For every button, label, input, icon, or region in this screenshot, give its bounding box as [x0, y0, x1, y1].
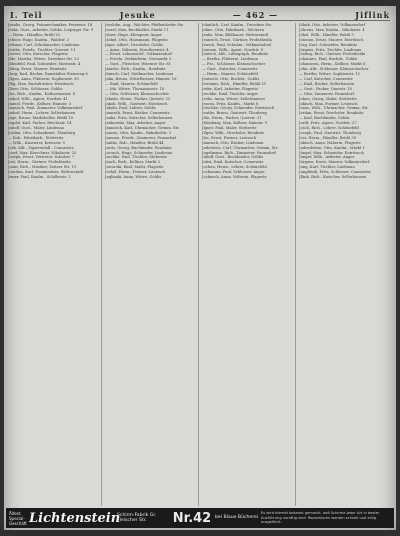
directory-entry: Jaschke, Paul, Tischler, Stötteritz [105, 155, 167, 160]
directory-entry: Janssen, Friedr., Zimmerer, Paunsdorf [105, 135, 177, 140]
directory-entry: Jünger, Wilh., Arbeiter, Anger [299, 155, 355, 160]
directory-entry: Jetschke, Georg, Schneider, Eutritzsch [202, 106, 275, 111]
directory-entry: — Bertha, Witwe, Sophienstr. 12 [299, 72, 360, 77]
directory-entry: Jttner, Hugo, Klempner, Anger [105, 32, 162, 37]
directory-entry: Jourdan, Karl, Posamentier, Südvorstadt [8, 170, 84, 175]
directory-entry: Jeglinski, Anna, Witwe, Gohlis [105, 175, 162, 180]
directory-entry: Jeschke, Emil, Tischler, Anger [202, 91, 259, 96]
directory-entry: — Gust., Fleischer, Wurzner Str. 61 [105, 62, 171, 67]
directory-entry: Jflink, Rich., Kutscher, Sellerhausen [299, 175, 367, 180]
directory-entry: Jamrath, Ernst, Bäcker, Connewitz [105, 111, 170, 116]
directory-entry: — Bertha, Plätterin, Lindenau [202, 57, 259, 62]
directory-entry: Joseph, Ernst, Vertreter, Schulstr. 7 [8, 155, 75, 160]
directory-entry: Johne, Georg, Maler, Stötteritz [299, 96, 357, 101]
directory-page [4, 6, 396, 530]
directory-entry: Johannsen, Herm., Kellner, Markt 6 [299, 62, 366, 67]
directory-entry: Jänisch, Carl, Stellmacher, Lindenau [105, 72, 174, 77]
directory-entry: Jnhoff, Gust., Maler, Lindenau [8, 126, 65, 131]
directory-entry: Jannasch, Karl, Uhrmacher, Grimm. Str. [105, 126, 180, 131]
directory-entry: Jeuthe, Friedr., Tischler, Querstr. 11 [8, 47, 76, 52]
directory-entry: Jlse, Ernst, Former, Leutzsch [202, 135, 257, 140]
directory-entry: Jörgens, Fritz, Tischler, Lindenau [299, 47, 362, 52]
directory-entry: Jmmisch, Otto, Bäcker, Lindenau [202, 140, 264, 145]
directory-entry: Jehmlich, Carl, Kaufm., Dresdner Str. [202, 23, 272, 27]
directory-entry: Jäckel, Otto, Hausmann, Plagwitz [105, 37, 168, 42]
directory-entry: Jhlenburg, Max, Kellner, Hainstr. 9 [202, 121, 268, 126]
directory-entry: Jngold, Karl, Packer, Reichsstr. 14 [8, 121, 72, 126]
directory-column-3 [202, 23, 296, 506]
directory-entry: Jhling, Ernst, Maurer, Reudnitz [8, 67, 67, 72]
directory-entry: — Rob., Fabrikarb., Stötteritz [8, 135, 64, 140]
directory-column-2 [105, 23, 199, 506]
directory-entry: Jllgen, Wilh., Drechsler, Reudnitz [202, 130, 265, 135]
ad-business: Schirm-Fabrik Gr. Fleischer Str. [117, 512, 157, 523]
directory-entry: Jouin, Rich., Musiker, Zeitzer Str. 19 [8, 165, 77, 170]
directory-entry: — Anna, Näherin, Dorotheenstr. 4 [105, 47, 169, 52]
directory-entry: Jeske, Anna, Witwe, Sellerhausen [202, 96, 265, 101]
directory-entry: Jost, Herm., Gärtner, Probstheida [8, 160, 71, 165]
directory-entry: Jordan, Otto, Schankwirt, Thonberg [8, 130, 76, 135]
directory-entry: Jakob, Wilh., Gastwirt, Eutritzsch [105, 101, 168, 106]
directory-entry: — Otto, Schlosser, Kleinzschocher [105, 91, 169, 96]
directory-entry: Jürgens, Ernst, Maurer, Volkmarsdorf [299, 160, 370, 165]
header-part: I. Teil [10, 9, 43, 20]
directory-entry: Jankowski, Max, Arbeiter, Anger [105, 121, 166, 126]
directory-entry: Jarosch, Hugo, Schneider, Lindenau [105, 150, 173, 155]
directory-entry: Jmhof, Wilh., Agent, Nordstr. 41 [8, 96, 68, 101]
directory-column-4 [299, 23, 392, 506]
directory-entry: Jmmisch, Paul, Zimmerer, Volkmarsdorf [8, 106, 83, 111]
directory-entry: Jndorf, Herm., Lehrer, Sellerhausen [8, 111, 76, 116]
directory-entry: — Karl, Buchbinder, Gohlis [299, 116, 350, 121]
ad-note: bei Blaue Bücherei [215, 515, 259, 521]
directory-entry: Jökel, Wilh., Händler, Brühl 3 [299, 32, 354, 37]
directory-entry: Jänicke, Rich., Kaufm., Reudnitz [105, 67, 166, 72]
directory-entry: Jllgen, Anna, Plätterin, Sophienstr. 30 [8, 76, 79, 81]
directory-entry: Jönsson, Ernst, Maurer, Eutritzsch [299, 37, 364, 42]
directory-entry: Jsrael, Max, Buchhalter, Markt 11 [105, 27, 169, 32]
directory-entry: Jeske, Gust., Arbeiter, Gohlis, Leipziger Str. 9 [8, 27, 93, 32]
directory-entry: Jung, Karl, Tischler, Lindenau [299, 165, 355, 170]
directory-entry: Jenssen, Wilh., Agent, Nordstr. 9 [202, 47, 264, 52]
directory-entry: Jewert, Otto, Kutscher, Plagwitz [8, 52, 68, 57]
directory-entry: — Herm., Maurer, Schönefeld [202, 72, 258, 77]
page-number: — 462 — [232, 9, 279, 20]
directory-entry: Jokisch, Max, Former, Leutzsch [299, 101, 358, 106]
directory-entry: Jentzsch, Otto, Buchdr., Gohlis [202, 76, 260, 81]
directory-entry: Johannes, Paul, Buchdr., Gohlis [299, 57, 358, 62]
directory-entry: Jehne, Otto, Fabrikarb., Möckern [202, 27, 264, 32]
ad-tagline: Ältest. Spezial-Geschäft [9, 510, 27, 526]
ad-house-number: Nr.42 [172, 510, 212, 526]
directory-entry: — Carl, Kutscher, Connewitz [299, 76, 353, 81]
directory-entry: Jerke, Karl, Arbeiter, Plagwitz [202, 86, 258, 91]
directory-entry: Jauch, Rich., Kellner, Markt 2 [105, 160, 161, 165]
directory-column-1 [8, 23, 102, 506]
directory-entry: Jeuthe, Bruno, Gastwirt, Thonberg [202, 111, 267, 116]
directory-entry: Jobst, Emil, Kutscher, Connewitz [202, 160, 264, 165]
directory-entry: Jettmar, Carl, Schuhmacher, Lindenau [8, 42, 80, 47]
directory-entry: Jahn, Bruno, Schriftsetzer, Hainstr. 16 [105, 76, 177, 81]
directory-entry: Jantke, Rob., Händler, Brühl 44 [105, 140, 164, 145]
directory-entry: Joseph, Paul, Gastwirt, Thonberg [299, 130, 361, 135]
directory-entry: Jansen, Otto, Kaufm., Bahnhofstr. 3 [105, 130, 172, 135]
directory-entry: Jäger, Albert, Drechsler, Gohlis [105, 42, 163, 47]
directory-entry: Josch, Rich., Lehrer, Schönefeld [299, 126, 359, 131]
directory-entry: Janke, Fritz, Kutscher, Sellerhausen [105, 116, 173, 121]
directory-entry: — Gust., Packer, Querstr. 18 [299, 86, 352, 91]
directory-entry: Jüngel, Max, Schneider, Eutritzsch [299, 150, 364, 155]
directory-entry: Jöhrens, Max, Kaufm., Nikolaistr. 4 [299, 27, 365, 32]
directory-entry: Jungbluth, Fritz, Schlosser, Connewitz [299, 170, 371, 175]
directory-entry: — Herm., Händler, Brühl 52 [8, 32, 61, 37]
directory-entry: John, Alfr., Schlosser, Kleinzschocher [299, 67, 369, 72]
directory-entry: Jöhnk, Otto, Arbeiter, Volkmarsdorf [299, 23, 366, 27]
directory-entry: Jordt, Fritz, Agent, Nordstr. 27 [299, 121, 357, 126]
directory-entry: — Emil, Maurer, Schönefeld [105, 81, 158, 86]
directory-entry: Jnge, Bruno, Markthelfer, Brühl 10 [8, 116, 74, 121]
directory-entry: — Otto, Zimmerer, Paunsdorf [299, 91, 354, 96]
directory-entry: Jlgner, Paul, Maler, Stötteritz [202, 126, 257, 131]
directory-entry: — Frz., Schlosser, Kleinzschocher [202, 62, 266, 67]
ad-fine-print: Es wird hiermit bekannt gemacht, daß Schirme jeder Art in bester Ausführung vorrätig sind. Reparaturen werden schnell und billig ausgeführt. [261, 511, 380, 525]
header-first-name: Jesuke [119, 9, 156, 20]
directory-entry: Jllig, Max, Buchdrucker, Eutritzsch [8, 81, 74, 86]
directory-entry: Jserlohn, Aug., Wächter, Pfaffendorfer Str. [105, 23, 184, 27]
directory-entry: Jeßner, Hugo, Kaufm., Waldstr. 2 [8, 37, 70, 42]
directory-entry: — Wilh., Kassierer, Kreuzstr. 5 [8, 140, 66, 145]
directory-entry: Jordan, Ernst, Drechsler, Reudnitz [299, 111, 364, 116]
directory-entry: Jentsch, Alfr., Lithograph, Reudnitz [202, 52, 269, 57]
directory-entry: Judersleben, Otto, Kaufm., Markt 1 [299, 145, 365, 150]
directory-entry: — Frieda, Verkäuferin, Neumarkt 5 [105, 57, 172, 62]
directory-entry: Jensch, Paul, Schuhm., Volkmarsdorf [202, 42, 271, 47]
directory-entry: Jessen, Fritz, Kaufm., Markt 8 [202, 101, 259, 106]
directory-entry: — Ernst, Lokomotivf., Volkmarsdorf [105, 52, 172, 57]
directory-entry: Jllner, Otto, Schlosser, Gohlis [8, 86, 63, 91]
directory-entry: Jhle, Herm., Packer, Querstr. 31 [202, 116, 262, 121]
directory-entry: Jenke, Max, Bildhauer, Südvorstadt [202, 32, 269, 37]
directory-entry: Jeckel, Herm., Former, Leutzsch [105, 170, 166, 175]
directory-entry: Jhrig, Karl, Bäcker, Ranstädter Steinweg 6 [8, 72, 88, 77]
advertisement-band [6, 508, 394, 528]
directory-entry: Jochen, Herm., Lehrer, Schönefeld [202, 165, 267, 170]
directory-entry: — Ida, Witwe, Thomasiusstr. 10 [105, 86, 165, 91]
directory-entry: Jngelmann, Rich., Zimmerer, Paunsdorf [202, 150, 276, 155]
directory-entry: Jennrich, Ernst, Gärtner, Probstheida [202, 37, 272, 42]
directory-entry: Jochmann, Paul, Schlosser, Anger [202, 170, 265, 175]
directory-entry: Jnderwies, Carl, Uhrmacher, Grimm. Str. [202, 145, 279, 150]
ad-brand-name: Lichtenstein [29, 510, 121, 526]
directory-entry: Jösting, Rich., Gärtner, Probstheida [299, 52, 366, 57]
directory-entry: Jesuke, Georg, Feinmechaniker, Petersstr. 18 [8, 23, 93, 27]
directory-entry: — Emil, Bäcker, Sellerhausen [299, 81, 355, 86]
directory-entry: Jmmel, Friedr., Kellner, Hainstr. 3 [8, 101, 71, 106]
directory-entry: Jhlenfeld, Paul, Schneider, Moritzstr. 4 [8, 62, 81, 67]
directory-entry: Jakobi, Paul, Lehrer, Gohlis [105, 106, 156, 111]
directory-entry: Jost, Herm., Händler, Brühl 30 [299, 135, 357, 140]
directory-entry: Josef, Max, Kürschner, Nikolaistr. 22 [8, 150, 77, 155]
page-header [10, 9, 390, 21]
directory-entry: Jlse, Rich., Kaufm., Katharinenstr. 8 [8, 91, 75, 96]
directory-entry: Jockusch, Anna, Näherin, Plagwitz [202, 175, 267, 180]
directory-entry: Jork, Alfr., Zigarrenhdl., Connewitz [8, 145, 74, 150]
directory-entry: Jaworski, Emil, Maler, Plagwitz [105, 165, 164, 170]
directory-columns [8, 23, 392, 506]
directory-entry: Jahnke, Herm., Packer, Querstr. 22 [105, 96, 171, 101]
directory-entry: Jrmer, Paul, Kaufm., Schillerstr. 2 [8, 175, 71, 180]
directory-entry: Jnhoff, Gust., Buchbinder, Gohlis [202, 155, 263, 160]
directory-entry: Jubisch, Anna, Näherin, Plagwitz [299, 140, 361, 145]
header-last-name: Jiflink [355, 9, 390, 20]
directory-entry: Jaritz, Georg, Buchbinder, Reudnitz [105, 145, 172, 150]
directory-entry: — Gust., Kutscher, Connewitz [202, 67, 258, 72]
directory-entry: Jhle, Martha, Witwe, Dresdner Str. 23 [8, 57, 79, 62]
directory-entry: Jeremias, Rich., Händler, Brühl 21 [202, 81, 267, 86]
directory-entry: Jörg, Karl, Schneider, Reudnitz [299, 42, 358, 47]
directory-entry: Jonas, Wilh., Uhrmacher, Grimm. Str. [299, 106, 369, 111]
